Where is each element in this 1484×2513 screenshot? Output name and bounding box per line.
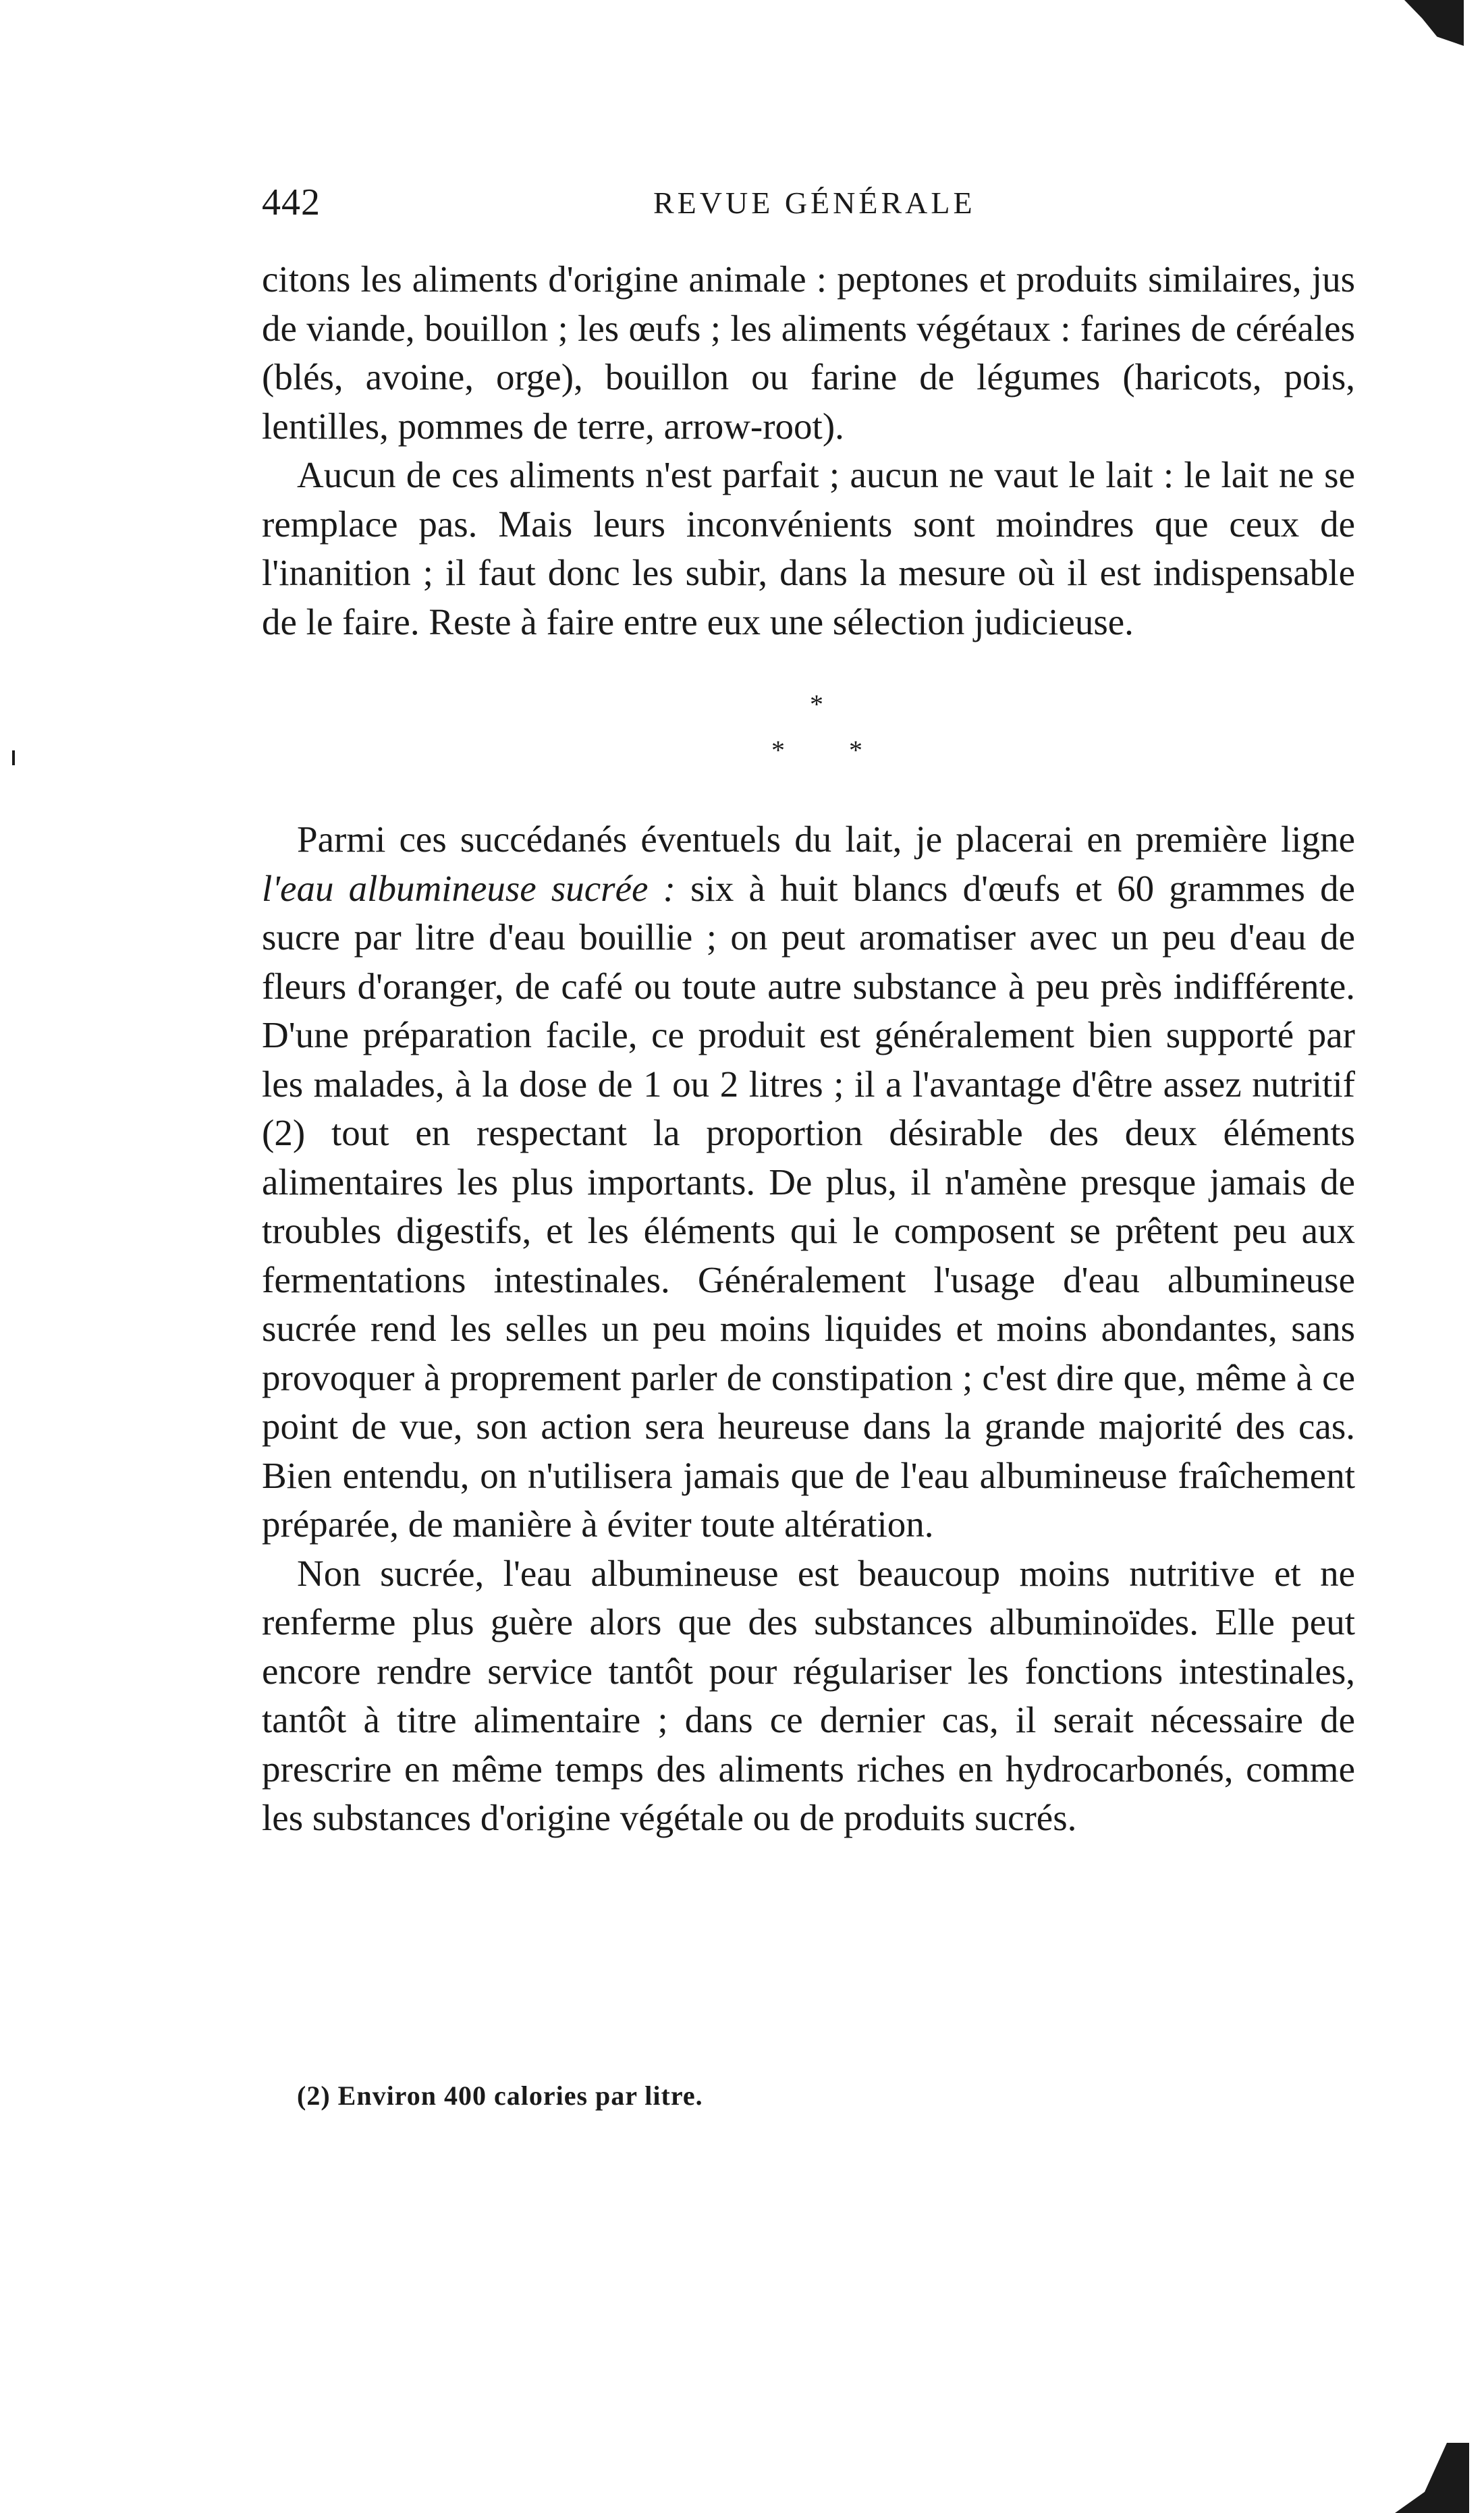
page-number: 442: [262, 182, 321, 223]
paragraph-parmi-rest: six à huit blancs d'œufs et 60 grammes de sucre par litre d'eau bouillie ; on peut aromatiser avec un peu d'eau de fleurs d'oranger, de café ou toute autre substance à peu près indifférente. D'une préparation facile, ce produit est généralement bien supporté par les malades, à la dose de 1 ou 2 litres ; il a l'avantage d'être assez nutritif (2) tout en respectant la proportion désirable des deux éléments alimentaires les plus importants. De plus, il n'amène presque jamais de troubles digestifs, et les éléments qui le composent se prêtent peu aux fermentations intestinales. Généralement l'usage d'eau albumineuse sucrée rend les selles un peu moins liquides et moins abondantes, sans provoquer à proprement parler de constipation ; c'est dire que, même à ce point de vue, son action sera heureuse dans la grande majorité des cas. Bien entendu, on n'utilisera jamais que de l'eau albumineuse fraîchement préparée, de manière à éviter toute altération.: [262, 867, 1355, 1545]
asterism-star-left: *: [771, 735, 785, 765]
asterism-star-right: *: [849, 735, 862, 765]
paragraph-parmi-lead: Parmi ces succédanés éventuels du lait, je placerai en première ligne: [297, 819, 1355, 860]
footnote: (2) Environ 400 calories par litre.: [297, 2080, 703, 2111]
paragraph-aucun: Aucun de ces aliments n'est parfait ; aucun ne vaut le lait : le lait ne se remplace pas. Mais leurs inconvénients sont moindres que ceux de l'inanition ; il faut donc les subir, dans la mesure où il est indispensable de le faire. Reste à faire entre eux une sélection judicieuse.: [262, 454, 1355, 642]
paragraph-non-sucree: Non sucrée, l'eau albumineuse est beaucoup moins nutritive et ne renferme plus guère alors que des substances albuminoïdes. Elle peut encore rendre service tantôt pour régulariser les fonctions intestinales, tantôt à titre alimentaire ; dans ce dernier cas, il serait nécessaire de prescrire en même temps des aliments riches en hydrocarbonés, comme les substances d'origine végétale ou de produits sucrés.: [262, 1552, 1355, 1838]
scan-artifact-left: [12, 750, 15, 765]
page-header: [262, 181, 1369, 228]
scan-artifact-top: [1404, 0, 1464, 46]
scan-artifact-bottom: [1395, 2443, 1469, 2513]
section-asterism: [262, 646, 1355, 815]
asterism-star-top: *: [810, 689, 823, 719]
running-title: REVUE GÉNÉRALE: [653, 186, 976, 220]
paragraph-parmi: [262, 815, 1355, 1549]
body-text: [262, 255, 1355, 1843]
paragraph-continuation: citons les aliments d'origine animale : peptones et produits similaires, jus de viande, bouillon ; les œufs ; les aliments végétaux : farines de céréales (blés, avoine, orge), bouillon ou farine de légumes (haricots, pois, lentilles, pommes de terre, arrow-root).: [262, 258, 1355, 447]
eau-albumineuse-sucree-term: l'eau albumineuse sucrée :: [262, 867, 676, 909]
